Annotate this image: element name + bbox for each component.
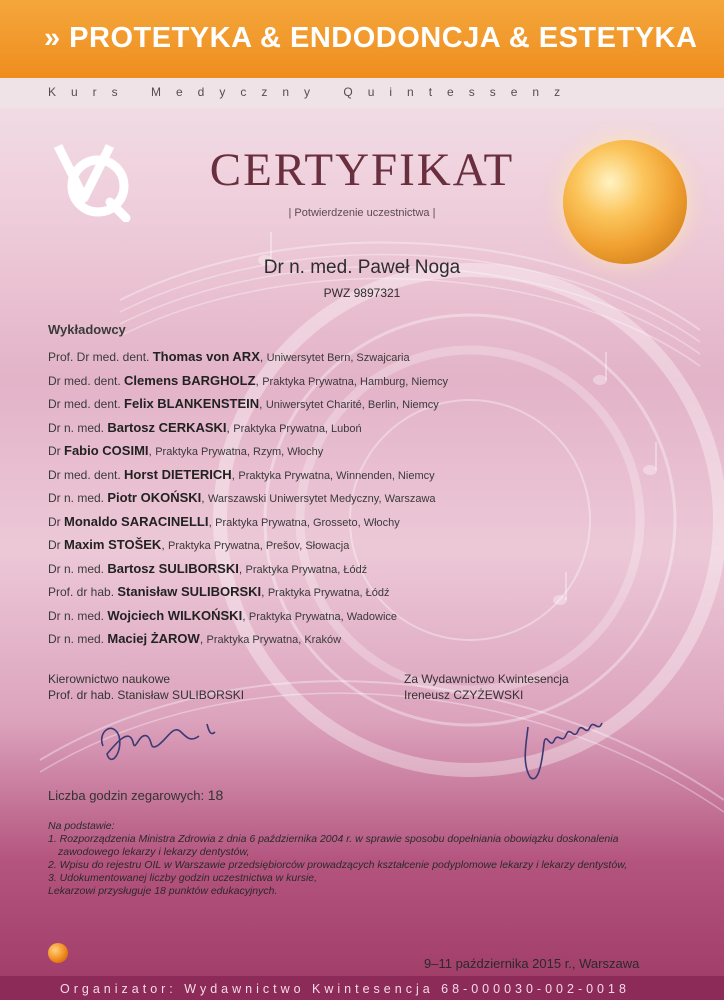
lecturer-title: Dr — [48, 538, 61, 552]
list-item — [48, 627, 448, 651]
lecturer-affiliation: Praktyka Prywatna, Kraków — [206, 634, 342, 646]
header-subtitle: Kurs Medyczny Quintessenz — [48, 85, 576, 99]
scientific-direction-label: Kierownictwo naukowe — [48, 672, 171, 686]
lecturer-name: Fabio COSIMI — [64, 443, 149, 458]
lecturer-name: Monaldo SARACINELLI — [64, 513, 209, 529]
lecturer-affiliation: Praktyka Prywatna, Hamburg, Niemcy — [262, 375, 449, 388]
right-signature — [512, 705, 612, 783]
legal-basis-item: Lekarzowi przysługuje 18 punktów edukacyjnych. — [48, 885, 278, 897]
lecturer-title: Dr — [48, 444, 61, 458]
header-title: » PROTETYKA & ENDODONCJA & ESTETYKA — [44, 22, 698, 54]
recipient-name: Dr n. med. Paweł Noga — [263, 257, 461, 278]
lecturer-affiliation: Praktyka Prywatna, Winnenden, Niemcy — [238, 469, 435, 482]
publisher-label: Za Wydawnictwo Kwintesencja — [404, 672, 569, 686]
lecturer-separator: , — [259, 397, 263, 411]
lecturer-name: Stanisław SULIBORSKI — [117, 584, 262, 599]
course-date-location: 9–11 października 2015 r., Warszawa — [424, 956, 640, 971]
lecturer-separator: , — [255, 373, 259, 388]
hours-line — [48, 787, 223, 803]
lecturer-separator: , — [259, 350, 264, 364]
list-item — [48, 580, 448, 604]
lecturer-name: Wojciech WILKOŃSKI — [107, 607, 243, 623]
lecturer-title: Dr n. med. — [48, 632, 105, 646]
list-item — [48, 439, 448, 463]
lecturer-name: Maxim STOŠEK — [64, 537, 162, 552]
lecturer-title: Prof. dr hab. — [48, 585, 115, 599]
certificate-title: CERTYFIKAT — [209, 144, 515, 196]
lecturer-title: Dr med. dent. — [48, 397, 121, 411]
legal-basis-item: 3. Udokumentowanej liczby godzin uczestnictwa w kursie, — [48, 872, 318, 884]
orange-dot-icon — [48, 943, 68, 963]
hours-value: 18 — [207, 787, 224, 803]
lecturer-name: Bartosz CERKASKI — [107, 419, 227, 435]
lecturer-affiliation: Uniwersytet Bern, Szwajcaria — [266, 352, 410, 364]
lecturer-title: Dr n. med. — [48, 608, 105, 623]
lecturer-name: Bartosz SULIBORSKI — [107, 560, 239, 576]
lecturer-title: Dr — [48, 514, 61, 529]
lecturer-affiliation: Praktyka Prywatna, Rzym, Włochy — [155, 446, 324, 458]
lecturer-title: Dr n. med. — [48, 491, 105, 505]
list-item — [48, 533, 448, 557]
lecturer-separator: , — [208, 514, 212, 529]
list-item — [48, 557, 448, 581]
lecturer-affiliation: Warszawski Uniwersytet Medyczny, Warszawa — [207, 493, 436, 505]
lecturer-affiliation: Praktyka Prywatna, Łódź — [267, 587, 390, 599]
lecturer-affiliation: Praktyka Prywatna, Grosseto, Włochy — [215, 516, 400, 529]
left-signature — [95, 702, 235, 772]
list-item — [48, 369, 448, 393]
lecturer-name: Maciej ŻAROW — [107, 631, 200, 646]
lecturer-affiliation: Uniwersytet Charité, Berlin, Niemcy — [265, 399, 439, 411]
lecturer-separator: , — [261, 585, 265, 599]
lecturer-separator: , — [238, 561, 243, 576]
publisher-representative-name: Ireneusz CZYŻEWSKI — [404, 688, 524, 702]
lecturer-separator: , — [242, 608, 246, 623]
organizer-footer: Organizator: Wydawnictwo Kwintesencja 68-000030-002-0018 — [60, 982, 630, 996]
list-item — [48, 345, 448, 369]
legal-basis — [48, 820, 688, 898]
lecturer-separator: , — [226, 420, 230, 435]
lecturer-separator: , — [148, 444, 152, 458]
lecturer-title: Dr med. dent. — [48, 467, 121, 482]
lecturer-name: Thomas von ARX — [152, 349, 260, 364]
legal-basis-item: 1. Rozporządzenia Ministra Zdrowia z dnia 6 października 2004 r. w sprawie sposobu dopełniania obowiązku doskonalenia — [48, 833, 619, 845]
legal-basis-item: zawodowego lekarzy i lekarzy dentystów, — [58, 846, 250, 858]
lecturer-affiliation: Praktyka Prywatna, Łódź — [245, 563, 368, 576]
lecturer-name: Clemens BARGHOLZ — [124, 372, 256, 388]
lecturer-separator: , — [231, 467, 236, 482]
list-item — [48, 463, 448, 487]
lecturer-affiliation: Praktyka Prywatna, Wadowice — [248, 610, 398, 623]
hours-label: Liczba godzin zegarowych: — [48, 788, 205, 803]
legal-basis-heading: Na podstawie: — [48, 820, 115, 832]
list-item — [48, 416, 448, 440]
recipient-pwz: PWZ 9897321 — [323, 286, 401, 300]
lecturer-affiliation: Praktyka Prywatna, Luboń — [233, 422, 362, 435]
scientific-director-name: Prof. dr hab. Stanisław SULIBORSKI — [48, 688, 245, 702]
lecturer-name: Piotr OKOŃSKI — [107, 490, 202, 505]
lecturer-title: Dr n. med. — [48, 561, 105, 576]
list-item — [48, 486, 448, 510]
lecturer-affiliation: Praktyka Prywatna, Prešov, Słowacja — [168, 540, 350, 552]
lecturers-heading: Wykładowcy — [48, 322, 126, 337]
legal-basis-item: 2. Wpisu do rejestru OIL w Warszawie przedsiębiorców prowadzących kształcenie podyplomowe lekarzy i lekarzy dentystów, — [48, 859, 628, 871]
lecturer-title: Dr med. dent. — [48, 373, 121, 388]
lecturer-title: Dr n. med. — [48, 420, 105, 435]
lecturer-name: Felix BLANKENSTEIN — [124, 396, 260, 411]
certificate-subtitle: | Potwierdzenie uczestnictwa | — [288, 207, 436, 219]
lecturer-separator: , — [201, 491, 205, 505]
lecturer-separator: , — [199, 632, 204, 646]
list-item — [48, 510, 448, 534]
lecturer-name: Horst DIETERICH — [124, 466, 232, 482]
lecturer-separator: , — [161, 538, 165, 552]
lecturer-title: Prof. Dr med. dent. — [48, 350, 150, 364]
list-item — [48, 604, 448, 628]
lecturers-list — [48, 345, 448, 651]
list-item — [48, 392, 448, 416]
